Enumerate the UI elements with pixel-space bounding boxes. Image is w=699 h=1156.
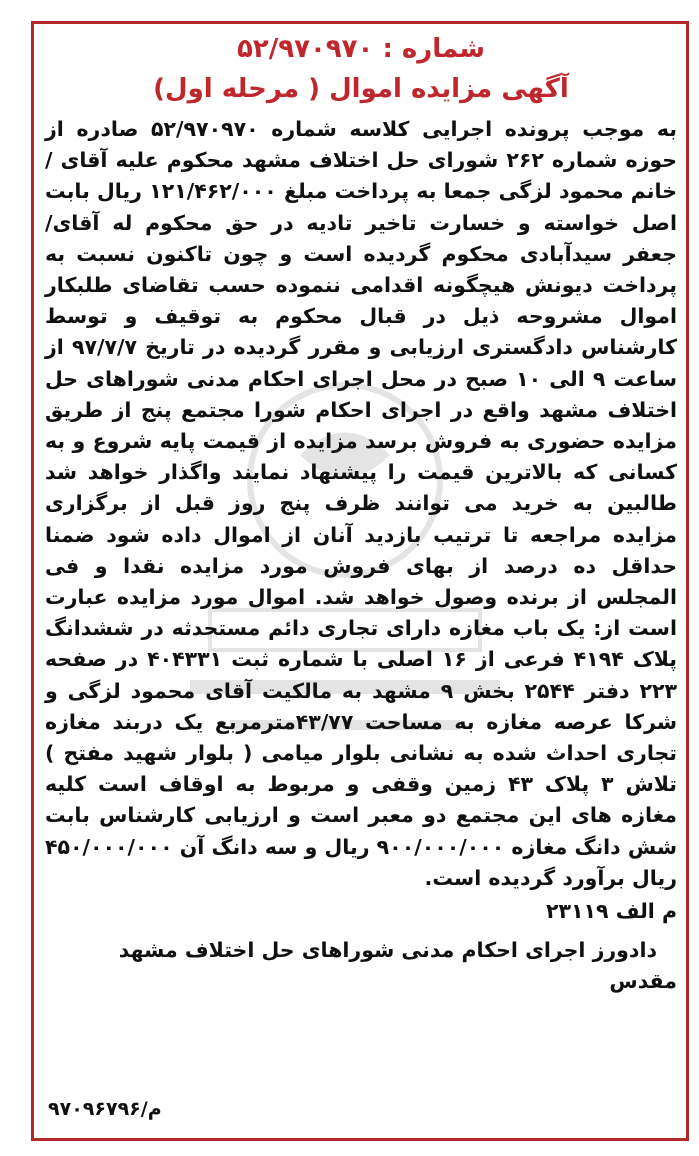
signature-line: دادورز اجرای احکام مدنی شوراهای حل اختلاف مشهد xyxy=(118,938,657,963)
auction-body-text: به موجب پرونده اجرایی کلاسه شماره ۵۲/۹۷۰۹۷۰ صادره از حوزه شماره ۲۶۲ شورای حل اختلاف مشهد محکوم علیه آقای /خانم محمود لزگی جمعا به پرداخت مبلغ ۱۲۱/۴۶۲/۰۰۰ ریال بابت اصل خواسته و خسارت تاخیر تادیه در حق محکوم له آقای/ جعفر سیدآبادی محکوم گردیده است و چون تاکنون نسبت به پرداخت دیونش هیچگونه اقدامی ننموده حسب تقاضای طلبکار اموال مشروحه ذیل در قبال محکوم به توقیف و توسط کارشناس دادگستری ارزیابی و مقرر گردیده در تاریخ ۹۷/۷/۷ از ساعت ۹ الی ۱۰ صبح در محل اجرای احکام مدنی شوراهای حل اختلاف مشهد واقع در اجرای احکام شورا مجتمع پنج از طریق مزایده حضوری به فروش برسد مزایده از قیمت پایه شروع و به کسانی که بالاترین قیمت را پیشنهاد نمایند واگذار خواهد شد طالبین به خرید می توانند ظرف پنج روز قبل از برگزاری مزایده مراجعه تا ترتیب بازدید آنان از اموال داده شود ضمنا حداقل ده درصد از بهای فروش مورد مزایده نقدا و فی المجلس از برنده وصول خواهد شد. اموال مورد مزایده عبارت است از: یک باب مغازه دارای تجاری دائم مستحدثه در ششدانگ پلاک ۴۱۹۴ فرعی از ۱۶ اصلی با شماره ثبت ۴۰۴۳۳۱ در صفحه ۲۲۳ دفتر ۲۵۴۴ بخش ۹ مشهد به مالکیت آقای محمود لزگی و شرکا عرصه مغازه به مساحت ۴۳/۷۷مترمربع یک دربند مغازه تجاری احداث شده به نشانی بلوار میامی ( بلوار شهید مفتح ) تلاش ۳ پلاک ۴۳ زمین وقفی و مربوط به اوقاف است کلیه مغازه های این مجتمع دو معبر است و ارزیابی کارشناس بابت شش دانگ مغازه ۹۰۰/۰۰۰/۰۰۰ ریال و سه دانگ آن ۴۵۰/۰۰۰/۰۰۰ ریال برآورد گردیده است. xyxy=(45,117,678,890)
ad-content xyxy=(45,28,677,997)
auction-title: آگهی مزایده اموال ( مرحله اول) xyxy=(153,74,569,104)
case-number-heading: شماره : ۵۲/۹۷۰۹۷۰ xyxy=(236,34,486,64)
signature-line-2: مقدس xyxy=(609,969,677,994)
footer-code: م/۹۷۰۹۶۷۹۶ xyxy=(48,1098,162,1120)
reference-code: م الف ۲۳۱۱۹ xyxy=(546,899,677,924)
